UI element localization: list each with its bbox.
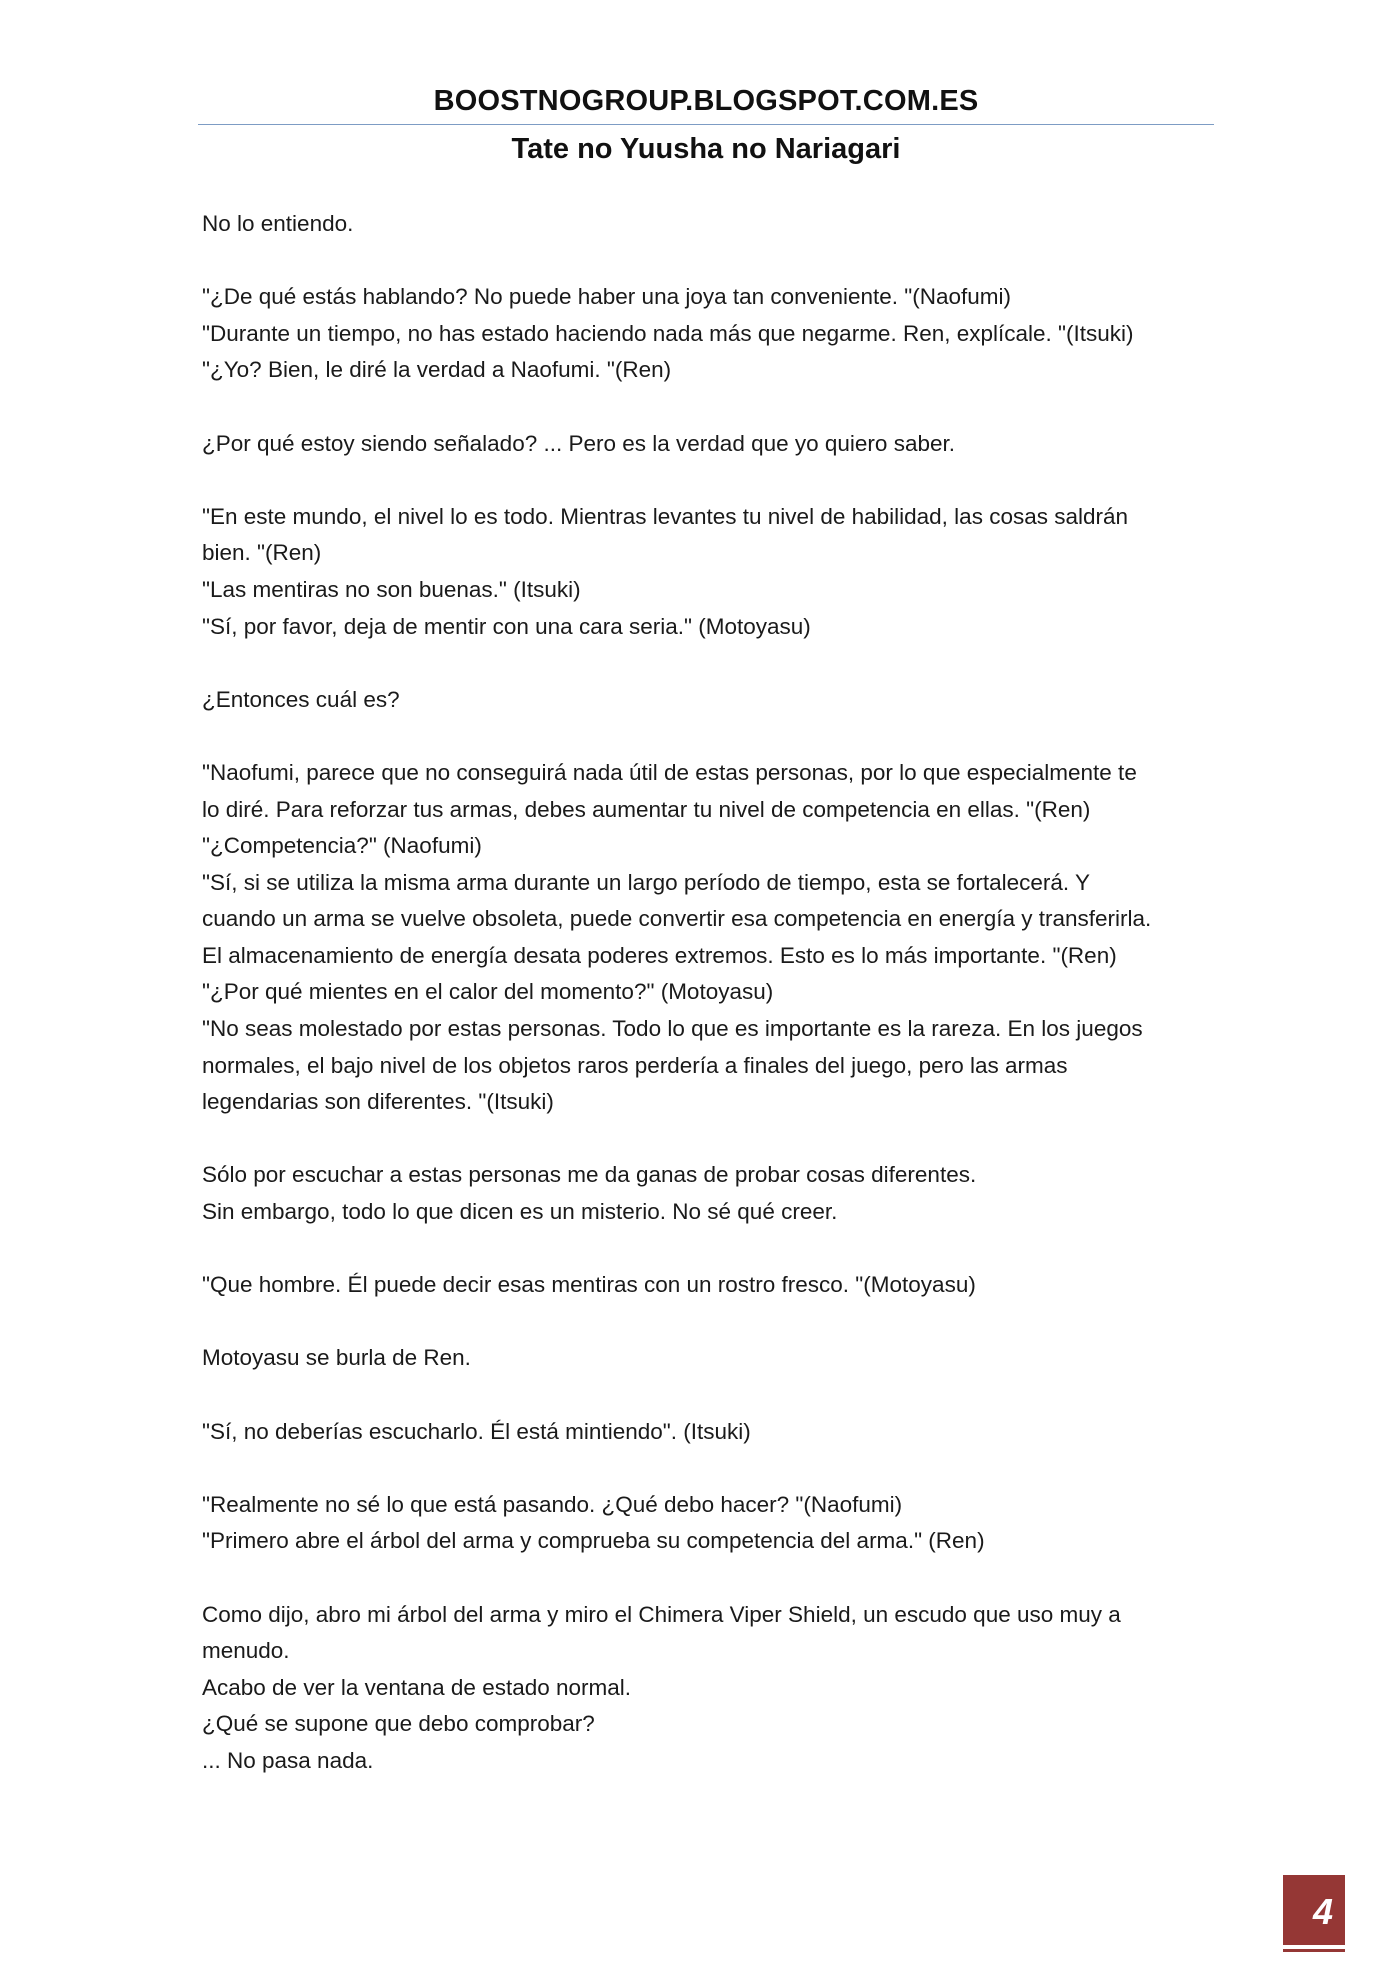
text-line: "¿Yo? Bien, le diré la verdad a Naofumi. "(Ren) [202,357,672,383]
text-line: Como dijo, abro mi árbol del arma y miro el Chimera Viper Shield, un escudo que uso muy a [202,1601,1121,1627]
text-line: "Sí, si se utiliza la misma arma durante un largo período de tiempo, esta se fortalecerá. Y [202,869,1091,895]
text-line: "Las mentiras no son buenas." (Itsuki) [202,576,581,602]
text-line: Acabo de ver la ventana de estado normal. [202,1674,632,1700]
text-line: normales, el bajo nivel de los objetos raros perdería a finales del juego, pero las armas [202,1052,1068,1078]
site-title: BOOSTNOGROUP.BLOGSPOT.COM.ES [433,85,979,117]
paragraph [202,206,1212,243]
text-line: Motoyasu se burla de Ren. [202,1345,471,1371]
book-title: Tate no Yuusha no Nariagari [511,133,901,165]
text-line: legendarias son diferentes. "(Itsuki) [202,1089,554,1115]
page-number-underline [1283,1949,1345,1952]
text-line: El almacenamiento de energía desata poderes extremos. Esto es lo más importante. "(Ren) [202,942,1117,968]
text-line: Sin embargo, todo lo que dicen es un misterio. No sé qué creer. [202,1199,838,1225]
text-line: "Primero abre el árbol del arma y comprueba su competencia del arma." (Ren) [202,1528,985,1554]
paragraph [202,1487,1212,1560]
text-line: "Naofumi, parece que no conseguirá nada útil de estas personas, por lo que especialmente te [202,759,1137,785]
paragraph [202,1157,1212,1230]
text-line: No lo entiendo. [202,211,354,236]
text-line: ¿Qué se supone que debo comprobar? [202,1711,595,1737]
text-line: Sólo por escuchar a estas personas me da ganas de probar cosas diferentes. [202,1162,977,1188]
text-line: menudo. [202,1638,290,1664]
page-header [198,84,1214,166]
text-line: "¿De qué estás hablando? No puede haber una joya tan conveniente. "(Naofumi) [202,284,1012,310]
page-number-badge [1283,1875,1345,1945]
paragraph [202,279,1212,389]
paragraph [202,1267,1212,1304]
text-line: bien. "(Ren) [202,540,322,566]
text-line: lo diré. Para reforzar tus armas, debes aumentar tu nivel de competencia en ellas. "(Ren) [202,796,1091,822]
text-line: "Sí, por favor, deja de mentir con una cara seria." (Motoyasu) [202,613,811,639]
text-line: ¿Entonces cuál es? [202,686,400,712]
text-line: "¿Competencia?" (Naofumi) [202,833,482,859]
text-line: "¿Por qué mientes en el calor del momento?" (Motoyasu) [202,979,774,1005]
text-line: "Que hombre. Él puede decir esas mentiras con un rostro fresco. "(Motoyasu) [202,1272,976,1298]
paragraph [202,1597,1212,1780]
paragraph [202,499,1212,645]
text-line: "Durante un tiempo, no has estado haciendo nada más que negarme. Ren, explícale. "(Itsuki) [202,320,1134,346]
page-number: 4 [1312,1891,1333,1932]
document-body [202,206,1212,1780]
paragraph [202,426,1212,463]
text-line: ¿Por qué estoy siendo señalado? ... Pero es la verdad que yo quiero saber. [202,430,955,456]
header-divider [198,124,1214,125]
text-line: "Sí, no deberías escucharlo. Él está mintiendo". (Itsuki) [202,1418,751,1444]
text-line: "No seas molestado por estas personas. Todo lo que es importante es la rareza. En los juegos [202,1016,1143,1042]
paragraph [202,682,1212,719]
text-line: cuando un arma se vuelve obsoleta, puede convertir esa competencia en energía y transferirla. [202,906,1152,932]
text-line: "En este mundo, el nivel lo es todo. Mientras levantes tu nivel de habilidad, las cosas saldrán [202,503,1129,529]
paragraph [202,1340,1212,1377]
paragraph [202,1414,1212,1451]
text-line: ... No pasa nada. [202,1747,374,1773]
text-line: "Realmente no sé lo que está pasando. ¿Qué debo hacer? "(Naofumi) [202,1491,903,1517]
paragraph [202,755,1212,1121]
